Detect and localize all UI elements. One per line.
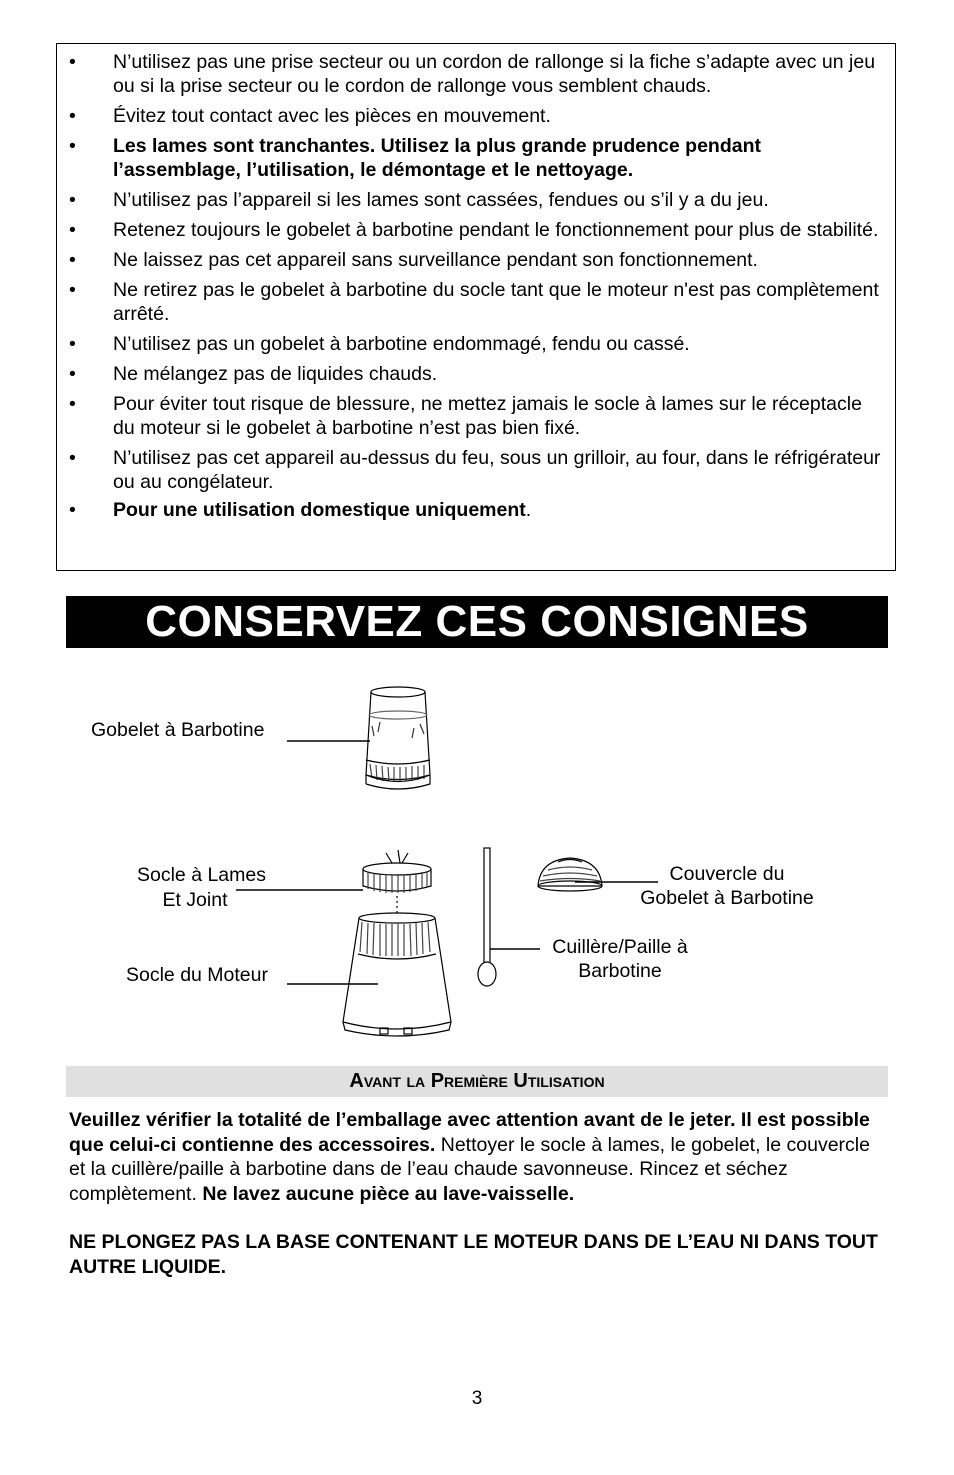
parts-diagram bbox=[0, 660, 954, 1060]
list-item: • Ne mélangez pas de liquides chauds. bbox=[69, 363, 438, 385]
blade-base-label-line2: Et Joint bbox=[162, 889, 228, 911]
section-heading: Avant la Première Utilisation bbox=[66, 1066, 888, 1097]
spoon-label-line2: Barbotine bbox=[578, 960, 662, 982]
list-item: • N’utilisez pas cet appareil au-dessus du feu, sous un grilloir, au four, dans le réfrigérateur ou au congélateur. bbox=[69, 447, 881, 493]
motor-base-label: Socle du Moteur bbox=[126, 964, 268, 986]
safety-list bbox=[57, 44, 895, 522]
list-item: • Évitez tout contact avec les pièces en mouvement. bbox=[69, 105, 551, 127]
safety-instructions-box bbox=[56, 43, 896, 571]
cleaning-paragraph: Veuillez vérifier la totalité de l’emballage avec attention avant de le jeter. Il est possible que celui-ci contienne des accessoires. Nettoyer le socle à lames, le gobelet, le couvercle et la cuillère/paille à barbotine dans de l’eau chaude savonneuse. Rincez et séchez complètement. Ne lavez aucune pièce au lave-vaisselle. bbox=[69, 1109, 870, 1205]
list-item: • N’utilisez pas l’appareil si les lames sont cassées, fendues ou s’il y a du jeu. bbox=[69, 189, 769, 211]
cup-label: Gobelet à Barbotine bbox=[91, 719, 265, 741]
motor-base-illustration bbox=[343, 913, 451, 1036]
lid-label-line2: Gobelet à Barbotine bbox=[640, 887, 814, 909]
spoon-label-line1: Cuillère/Paille à bbox=[552, 936, 688, 958]
list-item: • Ne retirez pas le gobelet à barbotine du socle tant que le moteur n'est pas complètement arrêté. bbox=[69, 279, 879, 325]
cup-illustration bbox=[366, 687, 430, 789]
blade-base-illustration bbox=[363, 850, 431, 918]
list-item: • Ne laissez pas cet appareil sans surveillance pendant son fonctionnement. bbox=[69, 249, 758, 271]
blade-base-label-line1: Socle à Lames bbox=[137, 864, 266, 886]
list-item: • N’utilisez pas un gobelet à barbotine endommagé, fendu ou cassé. bbox=[69, 333, 690, 355]
list-item: • Pour une utilisation domestique uniquement. bbox=[69, 499, 532, 521]
list-item: • N’utilisez pas une prise secteur ou un cordon de rallonge si la fiche s’adapte avec un jeu ou si la prise secteur ou le cordon de rallonge vous semblent chauds. bbox=[69, 51, 876, 97]
warning-paragraph: NE PLONGEZ PAS LA BASE CONTENANT LE MOTEUR DANS DE L’EAU NI DANS TOUT AUTRE LIQUIDE. bbox=[69, 1231, 878, 1278]
page-number: 3 bbox=[471, 1388, 483, 1409]
body-text bbox=[69, 1108, 884, 1279]
lid-illustration bbox=[538, 858, 602, 891]
list-item: • Retenez toujours le gobelet à barbotine pendant le fonctionnement pour plus de stabilité. bbox=[69, 219, 879, 241]
spoon-straw-illustration bbox=[478, 848, 496, 986]
lid-label-line1: Couvercle du bbox=[669, 863, 785, 885]
save-instructions-banner: CONSERVEZ CES CONSIGNES bbox=[66, 596, 888, 648]
list-item: • Les lames sont tranchantes. Utilisez la plus grande prudence pendant l’assemblage, l’utilisation, le démontage et le nettoyage. bbox=[69, 135, 761, 181]
list-item: • Pour éviter tout risque de blessure, ne mettez jamais le socle à lames sur le réceptacle du moteur si le gobelet à barbotine n’est pas bien fixé. bbox=[69, 393, 862, 439]
